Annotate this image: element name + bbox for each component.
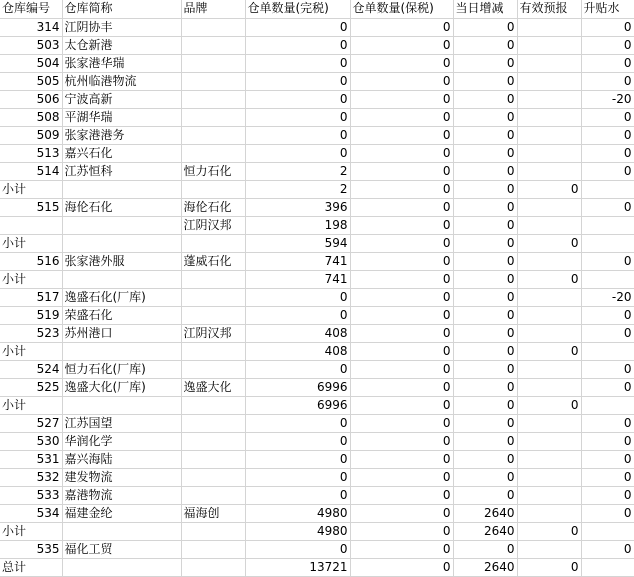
cell-warehouse-name[interactable]: 福化工贸 [62, 540, 181, 558]
cell-premium-discount[interactable]: 0 [581, 306, 634, 324]
cell-premium-discount[interactable]: 0 [581, 252, 634, 270]
cell-warehouse-code[interactable]: 530 [0, 432, 62, 450]
cell-receipts-duty-paid[interactable]: 741 [245, 270, 350, 288]
header-row [0, 0, 634, 18]
cell-receipts-bonded[interactable]: 0 [350, 324, 453, 342]
table-row [0, 198, 634, 216]
column-header-warehouse-name[interactable]: 仓库简称 [62, 0, 181, 18]
table-row [0, 414, 634, 432]
cell-warehouse-name[interactable]: 嘉兴石化 [62, 144, 181, 162]
cell-premium-discount[interactable]: 0 [581, 18, 634, 36]
cell-valid-forecast[interactable] [517, 360, 581, 378]
cell-premium-discount[interactable]: 0 [581, 72, 634, 90]
cell-warehouse-code[interactable]: 506 [0, 90, 62, 108]
cell-brand[interactable] [181, 432, 245, 450]
cell-daily-change[interactable]: 0 [453, 108, 517, 126]
cell-receipts-duty-paid[interactable]: 408 [245, 342, 350, 360]
cell-premium-discount[interactable]: 0 [581, 540, 634, 558]
cell-warehouse-name[interactable] [62, 558, 181, 576]
column-header-daily-change[interactable]: 当日增减 [453, 0, 517, 18]
cell-warehouse-code[interactable]: 531 [0, 450, 62, 468]
cell-daily-change[interactable]: 0 [453, 54, 517, 72]
cell-receipts-duty-paid[interactable]: 0 [245, 72, 350, 90]
cell-warehouse-name[interactable] [62, 522, 181, 540]
table-row [0, 36, 634, 54]
cell-daily-change[interactable]: 0 [453, 234, 517, 252]
column-header-valid-forecast[interactable]: 有效预报 [517, 0, 581, 18]
cell-receipts-duty-paid[interactable]: 4980 [245, 522, 350, 540]
cell-warehouse-name[interactable]: 张家港港务 [62, 126, 181, 144]
cell-daily-change[interactable]: 0 [453, 432, 517, 450]
cell-warehouse-code[interactable]: 525 [0, 378, 62, 396]
cell-warehouse-code[interactable]: 509 [0, 126, 62, 144]
cell-brand[interactable] [181, 396, 245, 414]
cell-warehouse-code[interactable]: 总计 [0, 558, 62, 576]
cell-receipts-duty-paid[interactable]: 198 [245, 216, 350, 234]
cell-warehouse-name[interactable]: 张家港华瑞 [62, 54, 181, 72]
table-row [0, 144, 634, 162]
subtotal-row [0, 270, 634, 288]
cell-daily-change[interactable]: 0 [453, 486, 517, 504]
cell-valid-forecast[interactable] [517, 54, 581, 72]
cell-warehouse-code[interactable]: 534 [0, 504, 62, 522]
table-row [0, 504, 634, 522]
cell-valid-forecast[interactable]: 0 [517, 270, 581, 288]
cell-valid-forecast[interactable] [517, 90, 581, 108]
cell-valid-forecast[interactable]: 0 [517, 396, 581, 414]
column-header-premium-discount[interactable]: 升贴水 [581, 0, 634, 18]
cell-daily-change[interactable]: 0 [453, 198, 517, 216]
cell-daily-change[interactable]: 0 [453, 216, 517, 234]
cell-brand[interactable] [181, 126, 245, 144]
cell-daily-change[interactable]: 0 [453, 360, 517, 378]
cell-receipts-duty-paid[interactable]: 4980 [245, 504, 350, 522]
cell-warehouse-name[interactable]: 海伦石化 [62, 198, 181, 216]
cell-daily-change[interactable]: 2640 [453, 522, 517, 540]
cell-warehouse-name[interactable]: 建发物流 [62, 468, 181, 486]
cell-receipts-bonded[interactable]: 0 [350, 468, 453, 486]
cell-premium-discount[interactable]: 0 [581, 486, 634, 504]
cell-daily-change[interactable]: 0 [453, 540, 517, 558]
cell-receipts-duty-paid[interactable]: 741 [245, 252, 350, 270]
cell-premium-discount[interactable]: 0 [581, 432, 634, 450]
cell-brand[interactable] [181, 18, 245, 36]
cell-warehouse-name[interactable]: 苏州港口 [62, 324, 181, 342]
cell-receipts-bonded[interactable]: 0 [350, 558, 453, 576]
cell-premium-discount[interactable] [581, 180, 634, 198]
cell-receipts-duty-paid[interactable]: 0 [245, 36, 350, 54]
cell-receipts-bonded[interactable]: 0 [350, 270, 453, 288]
cell-receipts-duty-paid[interactable]: 0 [245, 288, 350, 306]
cell-brand[interactable] [181, 90, 245, 108]
cell-premium-discount[interactable]: 0 [581, 360, 634, 378]
cell-brand[interactable] [181, 288, 245, 306]
cell-brand[interactable] [181, 108, 245, 126]
subtotal-row [0, 234, 634, 252]
cell-receipts-duty-paid[interactable]: 0 [245, 108, 350, 126]
cell-receipts-duty-paid[interactable]: 0 [245, 306, 350, 324]
cell-daily-change[interactable]: 0 [453, 324, 517, 342]
cell-brand[interactable]: 逸盛大化 [181, 378, 245, 396]
cell-daily-change[interactable]: 0 [453, 450, 517, 468]
cell-warehouse-code[interactable]: 小计 [0, 270, 62, 288]
cell-warehouse-name[interactable]: 江阴协丰 [62, 18, 181, 36]
cell-brand[interactable]: 恒力石化 [181, 162, 245, 180]
cell-receipts-duty-paid[interactable]: 2 [245, 162, 350, 180]
cell-valid-forecast[interactable]: 0 [517, 522, 581, 540]
cell-brand[interactable] [181, 54, 245, 72]
cell-valid-forecast[interactable] [517, 450, 581, 468]
cell-warehouse-code[interactable]: 503 [0, 36, 62, 54]
cell-valid-forecast[interactable] [517, 36, 581, 54]
cell-brand[interactable] [181, 270, 245, 288]
cell-valid-forecast[interactable] [517, 144, 581, 162]
cell-receipts-bonded[interactable]: 0 [350, 414, 453, 432]
cell-warehouse-code[interactable]: 505 [0, 72, 62, 90]
cell-receipts-bonded[interactable]: 0 [350, 90, 453, 108]
cell-valid-forecast[interactable] [517, 324, 581, 342]
cell-brand[interactable]: 江阴汉邦 [181, 324, 245, 342]
cell-receipts-duty-paid[interactable]: 0 [245, 54, 350, 72]
cell-brand[interactable]: 福海创 [181, 504, 245, 522]
cell-warehouse-code[interactable]: 小计 [0, 234, 62, 252]
cell-warehouse-name[interactable]: 华润化学 [62, 432, 181, 450]
cell-daily-change[interactable]: 0 [453, 288, 517, 306]
cell-valid-forecast[interactable] [517, 378, 581, 396]
cell-daily-change[interactable]: 0 [453, 36, 517, 54]
cell-premium-discount[interactable]: 0 [581, 36, 634, 54]
cell-receipts-duty-paid[interactable]: 0 [245, 414, 350, 432]
cell-warehouse-code[interactable]: 532 [0, 468, 62, 486]
cell-warehouse-name[interactable]: 杭州临港物流 [62, 72, 181, 90]
cell-receipts-duty-paid[interactable]: 0 [245, 468, 350, 486]
cell-valid-forecast[interactable] [517, 252, 581, 270]
cell-daily-change[interactable]: 2640 [453, 504, 517, 522]
cell-warehouse-name[interactable]: 江苏恒科 [62, 162, 181, 180]
cell-receipts-duty-paid[interactable]: 0 [245, 450, 350, 468]
cell-premium-discount[interactable] [581, 216, 634, 234]
cell-daily-change[interactable]: 0 [453, 306, 517, 324]
cell-brand[interactable] [181, 486, 245, 504]
cell-premium-discount[interactable]: 0 [581, 162, 634, 180]
cell-warehouse-name[interactable]: 江苏国望 [62, 414, 181, 432]
cell-daily-change[interactable]: 0 [453, 72, 517, 90]
cell-premium-discount[interactable]: -20 [581, 288, 634, 306]
cell-receipts-duty-paid[interactable]: 0 [245, 18, 350, 36]
cell-warehouse-name[interactable] [62, 180, 181, 198]
cell-warehouse-code[interactable]: 513 [0, 144, 62, 162]
cell-warehouse-name[interactable]: 嘉兴海陆 [62, 450, 181, 468]
column-header-receipts-duty-paid[interactable]: 仓单数量(完税) [245, 0, 350, 18]
cell-receipts-bonded[interactable]: 0 [350, 144, 453, 162]
cell-daily-change[interactable]: 2640 [453, 558, 517, 576]
subtotal-row [0, 522, 634, 540]
cell-receipts-duty-paid[interactable]: 0 [245, 540, 350, 558]
cell-daily-change[interactable]: 0 [453, 396, 517, 414]
cell-receipts-bonded[interactable]: 0 [350, 216, 453, 234]
cell-premium-discount[interactable]: 0 [581, 54, 634, 72]
cell-receipts-bonded[interactable]: 0 [350, 36, 453, 54]
cell-daily-change[interactable]: 0 [453, 378, 517, 396]
total-row [0, 558, 634, 576]
cell-brand[interactable] [181, 144, 245, 162]
cell-receipts-duty-paid[interactable]: 0 [245, 144, 350, 162]
table-row [0, 162, 634, 180]
cell-receipts-bonded[interactable]: 0 [350, 378, 453, 396]
cell-receipts-bonded[interactable]: 0 [350, 54, 453, 72]
cell-warehouse-name[interactable] [62, 216, 181, 234]
table-row [0, 450, 634, 468]
cell-premium-discount[interactable]: 0 [581, 450, 634, 468]
cell-warehouse-code[interactable]: 514 [0, 162, 62, 180]
cell-warehouse-code[interactable]: 523 [0, 324, 62, 342]
cell-valid-forecast[interactable] [517, 468, 581, 486]
cell-warehouse-name[interactable] [62, 270, 181, 288]
cell-premium-discount[interactable] [581, 522, 634, 540]
cell-premium-discount[interactable]: 0 [581, 324, 634, 342]
cell-warehouse-name[interactable] [62, 234, 181, 252]
cell-premium-discount[interactable] [581, 234, 634, 252]
cell-brand[interactable] [181, 360, 245, 378]
cell-receipts-duty-paid[interactable]: 6996 [245, 396, 350, 414]
cell-brand[interactable] [181, 72, 245, 90]
cell-brand[interactable]: 海伦石化 [181, 198, 245, 216]
column-header-warehouse-code[interactable]: 仓库编号 [0, 0, 62, 18]
cell-daily-change[interactable]: 0 [453, 180, 517, 198]
cell-receipts-bonded[interactable]: 0 [350, 504, 453, 522]
cell-daily-change[interactable]: 0 [453, 144, 517, 162]
cell-daily-change[interactable]: 0 [453, 414, 517, 432]
table-row [0, 90, 634, 108]
cell-receipts-bonded[interactable]: 0 [350, 252, 453, 270]
cell-valid-forecast[interactable] [517, 198, 581, 216]
cell-valid-forecast[interactable] [517, 540, 581, 558]
cell-receipts-bonded[interactable]: 0 [350, 396, 453, 414]
cell-premium-discount[interactable] [581, 396, 634, 414]
cell-warehouse-code[interactable]: 516 [0, 252, 62, 270]
cell-receipts-bonded[interactable]: 0 [350, 360, 453, 378]
cell-brand[interactable] [181, 522, 245, 540]
cell-receipts-bonded[interactable]: 0 [350, 432, 453, 450]
cell-brand[interactable] [181, 558, 245, 576]
table-row [0, 72, 634, 90]
cell-valid-forecast[interactable]: 0 [517, 342, 581, 360]
subtotal-row [0, 180, 634, 198]
cell-receipts-duty-paid[interactable]: 0 [245, 360, 350, 378]
cell-receipts-duty-paid[interactable]: 396 [245, 198, 350, 216]
cell-brand[interactable] [181, 180, 245, 198]
cell-premium-discount[interactable]: 0 [581, 378, 634, 396]
cell-valid-forecast[interactable]: 0 [517, 234, 581, 252]
cell-daily-change[interactable]: 0 [453, 468, 517, 486]
cell-receipts-duty-paid[interactable]: 594 [245, 234, 350, 252]
cell-warehouse-code[interactable]: 小计 [0, 396, 62, 414]
table-row [0, 324, 634, 342]
cell-receipts-duty-paid[interactable]: 0 [245, 432, 350, 450]
cell-receipts-duty-paid[interactable]: 408 [245, 324, 350, 342]
cell-receipts-duty-paid[interactable]: 2 [245, 180, 350, 198]
cell-warehouse-name[interactable]: 嘉港物流 [62, 486, 181, 504]
cell-premium-discount[interactable] [581, 342, 634, 360]
cell-warehouse-name[interactable]: 太仓新港 [62, 36, 181, 54]
cell-receipts-bonded[interactable]: 0 [350, 126, 453, 144]
cell-brand[interactable] [181, 234, 245, 252]
table-row [0, 108, 634, 126]
cell-warehouse-code[interactable]: 527 [0, 414, 62, 432]
cell-brand[interactable]: 蓬威石化 [181, 252, 245, 270]
cell-premium-discount[interactable]: 0 [581, 144, 634, 162]
table-row [0, 540, 634, 558]
cell-premium-discount[interactable]: 0 [581, 108, 634, 126]
cell-warehouse-code[interactable]: 小计 [0, 522, 62, 540]
cell-warehouse-code[interactable]: 小计 [0, 180, 62, 198]
cell-premium-discount[interactable]: -20 [581, 90, 634, 108]
table-row [0, 252, 634, 270]
table-row [0, 468, 634, 486]
cell-receipts-bonded[interactable]: 0 [350, 522, 453, 540]
cell-warehouse-code[interactable]: 519 [0, 306, 62, 324]
table-row [0, 126, 634, 144]
cell-warehouse-code[interactable]: 小计 [0, 342, 62, 360]
column-header-receipts-bonded[interactable]: 仓单数量(保税) [350, 0, 453, 18]
cell-premium-discount[interactable] [581, 270, 634, 288]
cell-warehouse-name[interactable]: 张家港外服 [62, 252, 181, 270]
cell-warehouse-code[interactable]: 314 [0, 18, 62, 36]
cell-receipts-duty-paid[interactable]: 6996 [245, 378, 350, 396]
cell-daily-change[interactable]: 0 [453, 342, 517, 360]
cell-premium-discount[interactable]: 0 [581, 414, 634, 432]
table-row [0, 18, 634, 36]
cell-warehouse-code[interactable]: 533 [0, 486, 62, 504]
cell-brand[interactable] [181, 450, 245, 468]
subtotal-row [0, 396, 634, 414]
cell-brand[interactable] [181, 306, 245, 324]
table-row [0, 306, 634, 324]
cell-premium-discount[interactable] [581, 558, 634, 576]
cell-warehouse-code[interactable] [0, 216, 62, 234]
cell-warehouse-code[interactable]: 508 [0, 108, 62, 126]
cell-warehouse-name[interactable]: 恒力石化(厂库) [62, 360, 181, 378]
cell-warehouse-name[interactable] [62, 342, 181, 360]
cell-premium-discount[interactable]: 0 [581, 198, 634, 216]
cell-warehouse-name[interactable]: 逸盛大化(厂库) [62, 378, 181, 396]
cell-daily-change[interactable]: 0 [453, 90, 517, 108]
cell-brand[interactable] [181, 468, 245, 486]
cell-daily-change[interactable]: 0 [453, 162, 517, 180]
cell-valid-forecast[interactable] [517, 306, 581, 324]
cell-receipts-bonded[interactable]: 0 [350, 540, 453, 558]
table-row [0, 486, 634, 504]
cell-daily-change[interactable]: 0 [453, 270, 517, 288]
cell-receipts-duty-paid[interactable]: 13721 [245, 558, 350, 576]
cell-receipts-duty-paid[interactable]: 0 [245, 486, 350, 504]
cell-warehouse-code[interactable]: 504 [0, 54, 62, 72]
cell-receipts-bonded[interactable]: 0 [350, 288, 453, 306]
cell-premium-discount[interactable]: 0 [581, 468, 634, 486]
cell-receipts-bonded[interactable]: 0 [350, 342, 453, 360]
cell-valid-forecast[interactable] [517, 108, 581, 126]
cell-daily-change[interactable]: 0 [453, 126, 517, 144]
cell-receipts-bonded[interactable]: 0 [350, 486, 453, 504]
cell-valid-forecast[interactable] [517, 288, 581, 306]
cell-valid-forecast[interactable] [517, 216, 581, 234]
cell-warehouse-name[interactable]: 平湖华瑞 [62, 108, 181, 126]
cell-daily-change[interactable]: 0 [453, 252, 517, 270]
cell-valid-forecast[interactable] [517, 432, 581, 450]
cell-warehouse-name[interactable]: 宁波高新 [62, 90, 181, 108]
table-row [0, 288, 634, 306]
cell-receipts-duty-paid[interactable]: 0 [245, 126, 350, 144]
cell-valid-forecast[interactable] [517, 126, 581, 144]
column-header-brand[interactable]: 品牌 [181, 0, 245, 18]
cell-premium-discount[interactable]: 0 [581, 126, 634, 144]
cell-receipts-bonded[interactable]: 0 [350, 198, 453, 216]
cell-brand[interactable] [181, 540, 245, 558]
cell-warehouse-code[interactable]: 517 [0, 288, 62, 306]
cell-warehouse-name[interactable] [62, 396, 181, 414]
cell-warehouse-code[interactable]: 535 [0, 540, 62, 558]
table-row [0, 378, 634, 396]
cell-receipts-bonded[interactable]: 0 [350, 306, 453, 324]
cell-warehouse-code[interactable]: 524 [0, 360, 62, 378]
cell-brand[interactable]: 江阴汉邦 [181, 216, 245, 234]
cell-brand[interactable] [181, 414, 245, 432]
cell-valid-forecast[interactable] [517, 414, 581, 432]
cell-receipts-bonded[interactable]: 0 [350, 234, 453, 252]
cell-warehouse-name[interactable]: 荣盛石化 [62, 306, 181, 324]
subtotal-row [0, 342, 634, 360]
table-row [0, 360, 634, 378]
cell-valid-forecast[interactable] [517, 162, 581, 180]
table-row [0, 432, 634, 450]
cell-valid-forecast[interactable]: 0 [517, 180, 581, 198]
cell-receipts-bonded[interactable]: 0 [350, 162, 453, 180]
cell-receipts-bonded[interactable]: 0 [350, 450, 453, 468]
cell-valid-forecast[interactable] [517, 72, 581, 90]
cell-valid-forecast[interactable]: 0 [517, 558, 581, 576]
cell-valid-forecast[interactable] [517, 486, 581, 504]
cell-warehouse-code[interactable]: 515 [0, 198, 62, 216]
table-row [0, 54, 634, 72]
cell-daily-change[interactable]: 0 [453, 18, 517, 36]
cell-receipts-bonded[interactable]: 0 [350, 108, 453, 126]
cell-valid-forecast[interactable] [517, 18, 581, 36]
cell-warehouse-name[interactable]: 逸盛石化(厂库) [62, 288, 181, 306]
cell-valid-forecast[interactable] [517, 504, 581, 522]
cell-brand[interactable] [181, 342, 245, 360]
cell-receipts-bonded[interactable]: 0 [350, 72, 453, 90]
cell-receipts-duty-paid[interactable]: 0 [245, 90, 350, 108]
cell-receipts-bonded[interactable]: 0 [350, 18, 453, 36]
cell-warehouse-name[interactable]: 福建金纶 [62, 504, 181, 522]
cell-receipts-bonded[interactable]: 0 [350, 180, 453, 198]
cell-premium-discount[interactable]: 0 [581, 504, 634, 522]
table-row [0, 216, 634, 234]
cell-brand[interactable] [181, 36, 245, 54]
